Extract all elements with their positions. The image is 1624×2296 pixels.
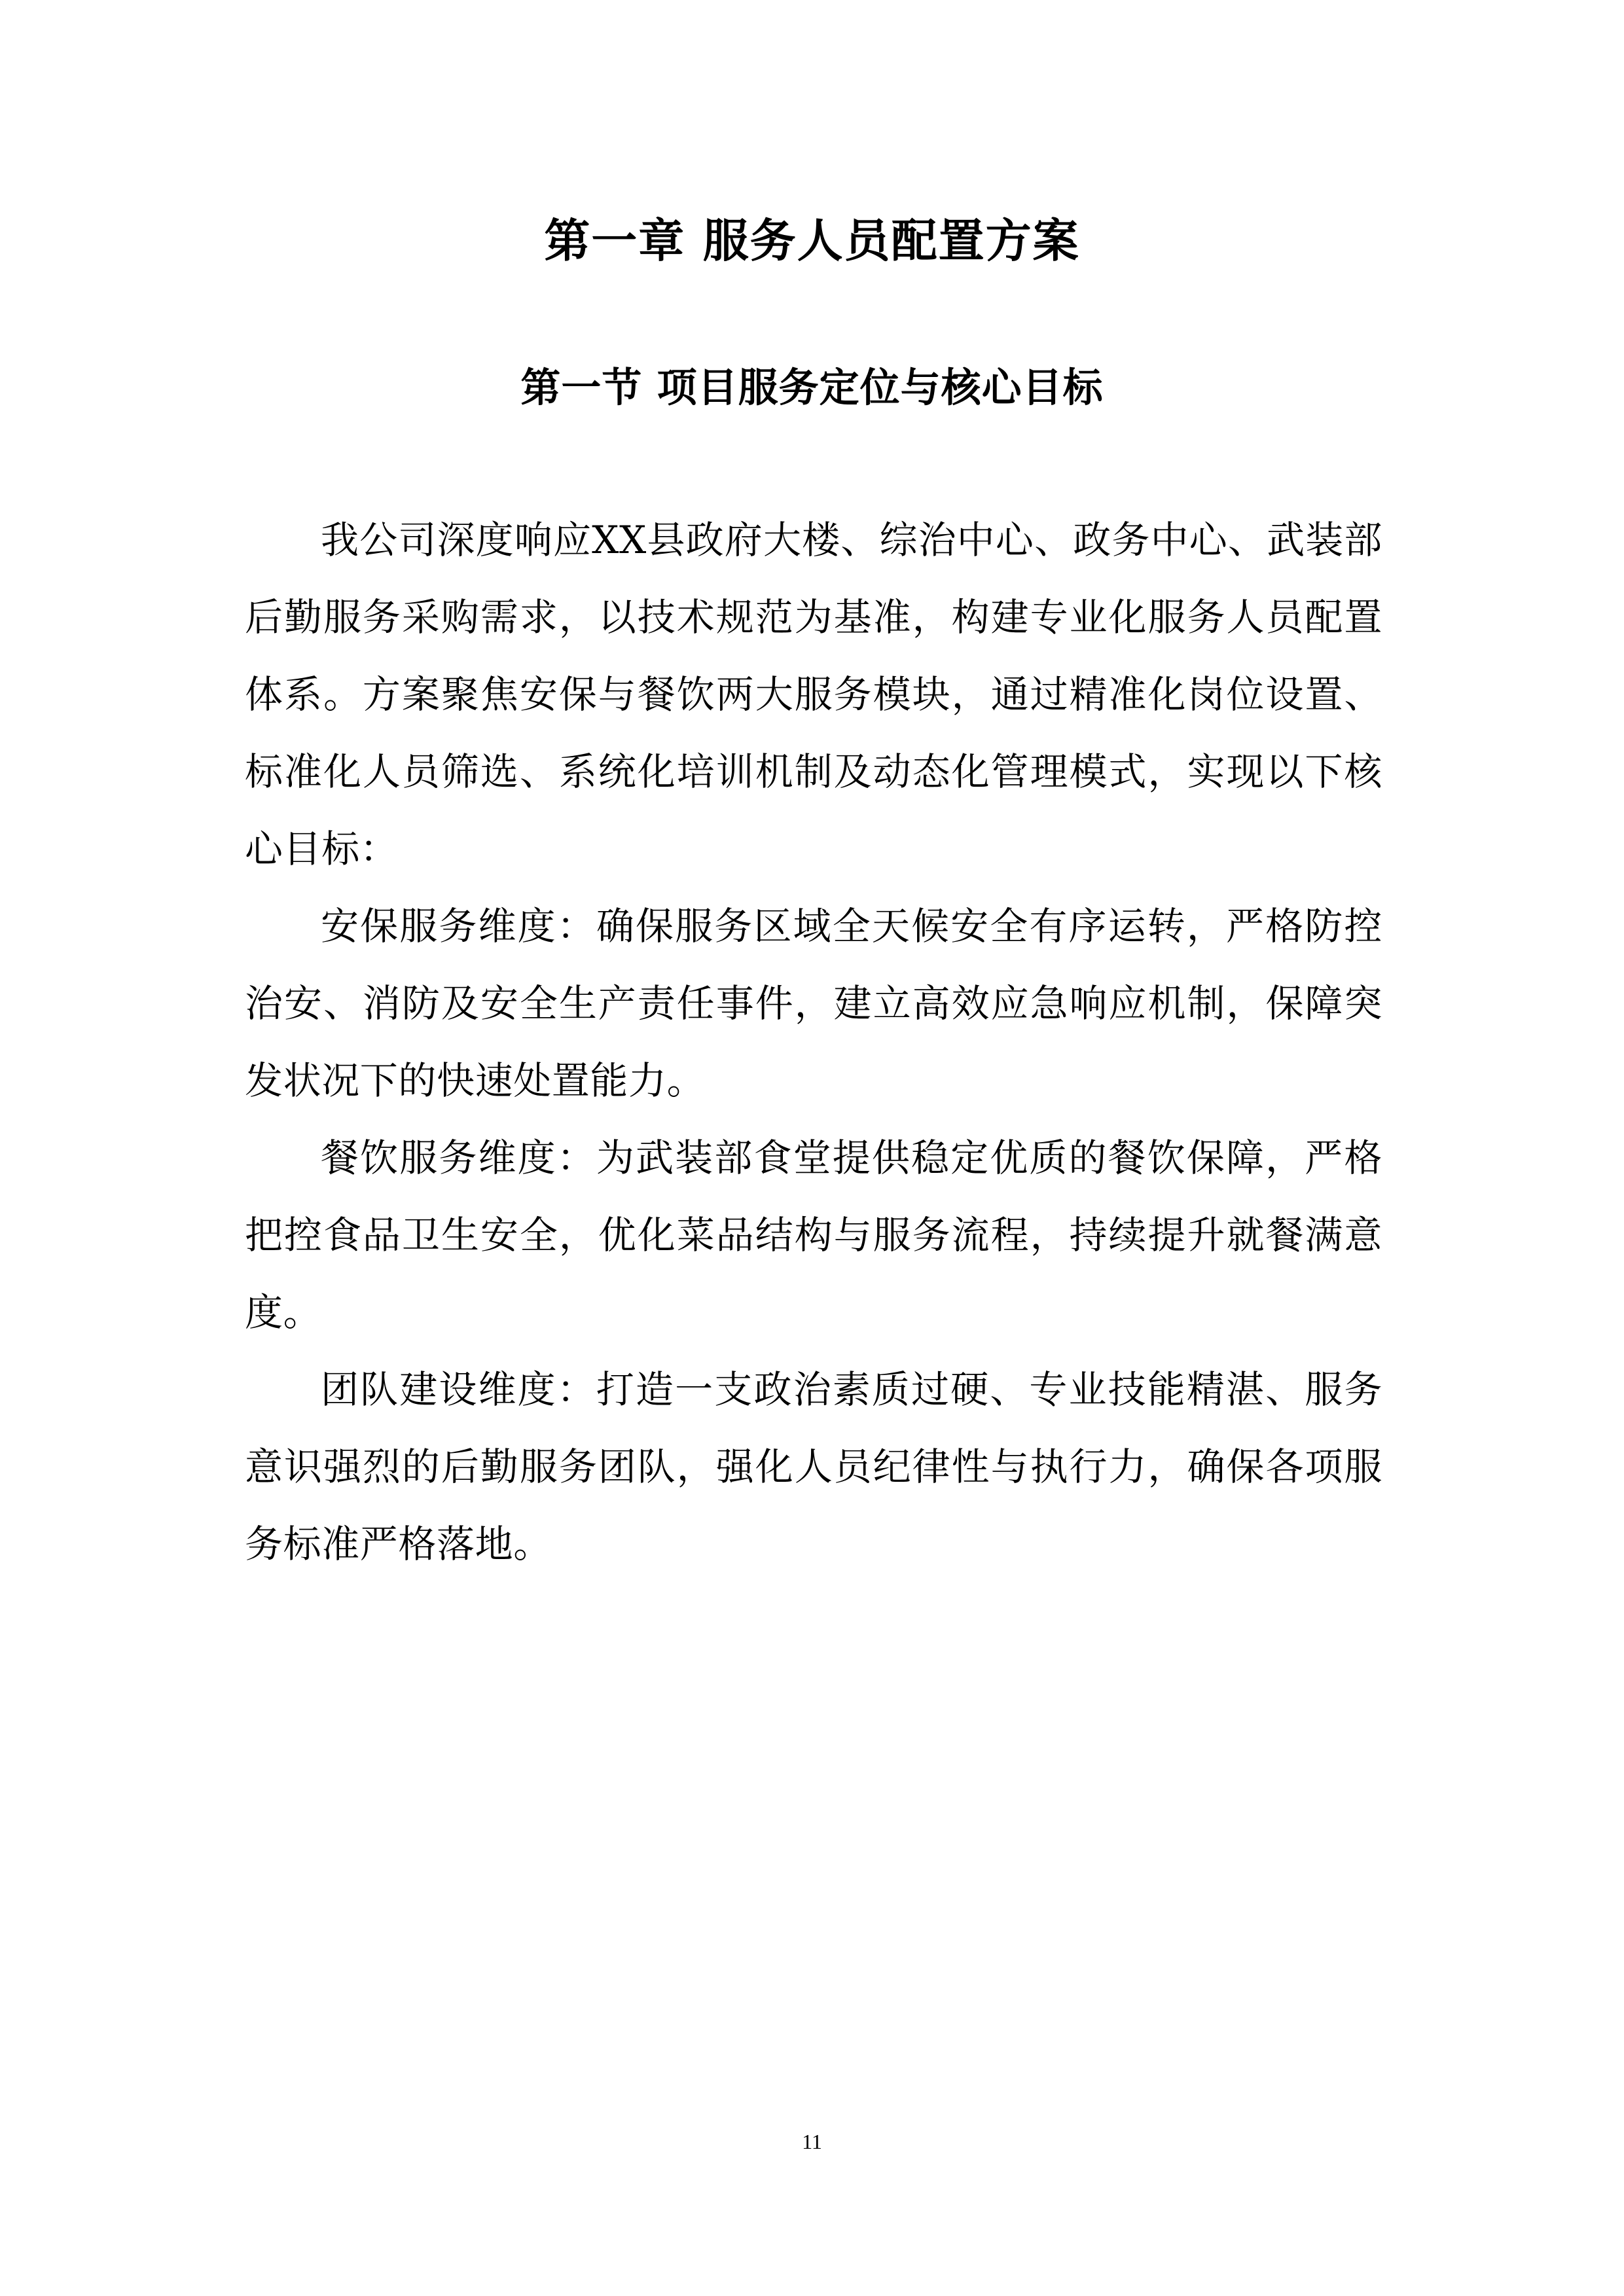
paragraph-team-goal: 团队建设维度：打造一支政治素质过硬、专业技能精湛、服务意识强烈的后勤服务团队，强化人员纪律性与执行力，确保各项服务标准严格落地。 bbox=[245, 1367, 1382, 1566]
paragraph-catering-goal: 餐饮服务维度：为武装部食堂提供稳定优质的餐饮保障，严格把控食品卫生安全，优化菜品结构与服务流程，持续提升就餐满意度。 bbox=[245, 1136, 1382, 1335]
body-text bbox=[245, 501, 1382, 1583]
paragraph-intro: 我公司深度响应XX县政府大楼、综治中心、政务中心、武装部后勤服务采购需求，以技术规范为基准，构建专业化服务人员配置体系。方案聚焦安保与餐饮两大服务模块，通过精准化岗位设置、标准化人员筛选、系统化培训机制及动态化管理模式，实现以下核心目标： bbox=[245, 518, 1382, 871]
section-title: 第一节 项目服务定位与核心目标 bbox=[520, 365, 1104, 411]
paragraph-security-goal: 安保服务维度：确保服务区域全天候安全有序运转，严格防控治安、消防及安全生产责任事件，建立高效应急响应机制，保障突发状况下的快速处置能力。 bbox=[245, 904, 1382, 1103]
chapter-title: 第一章 服务人员配置方案 bbox=[544, 213, 1080, 268]
page-number: 11 bbox=[802, 2130, 822, 2153]
